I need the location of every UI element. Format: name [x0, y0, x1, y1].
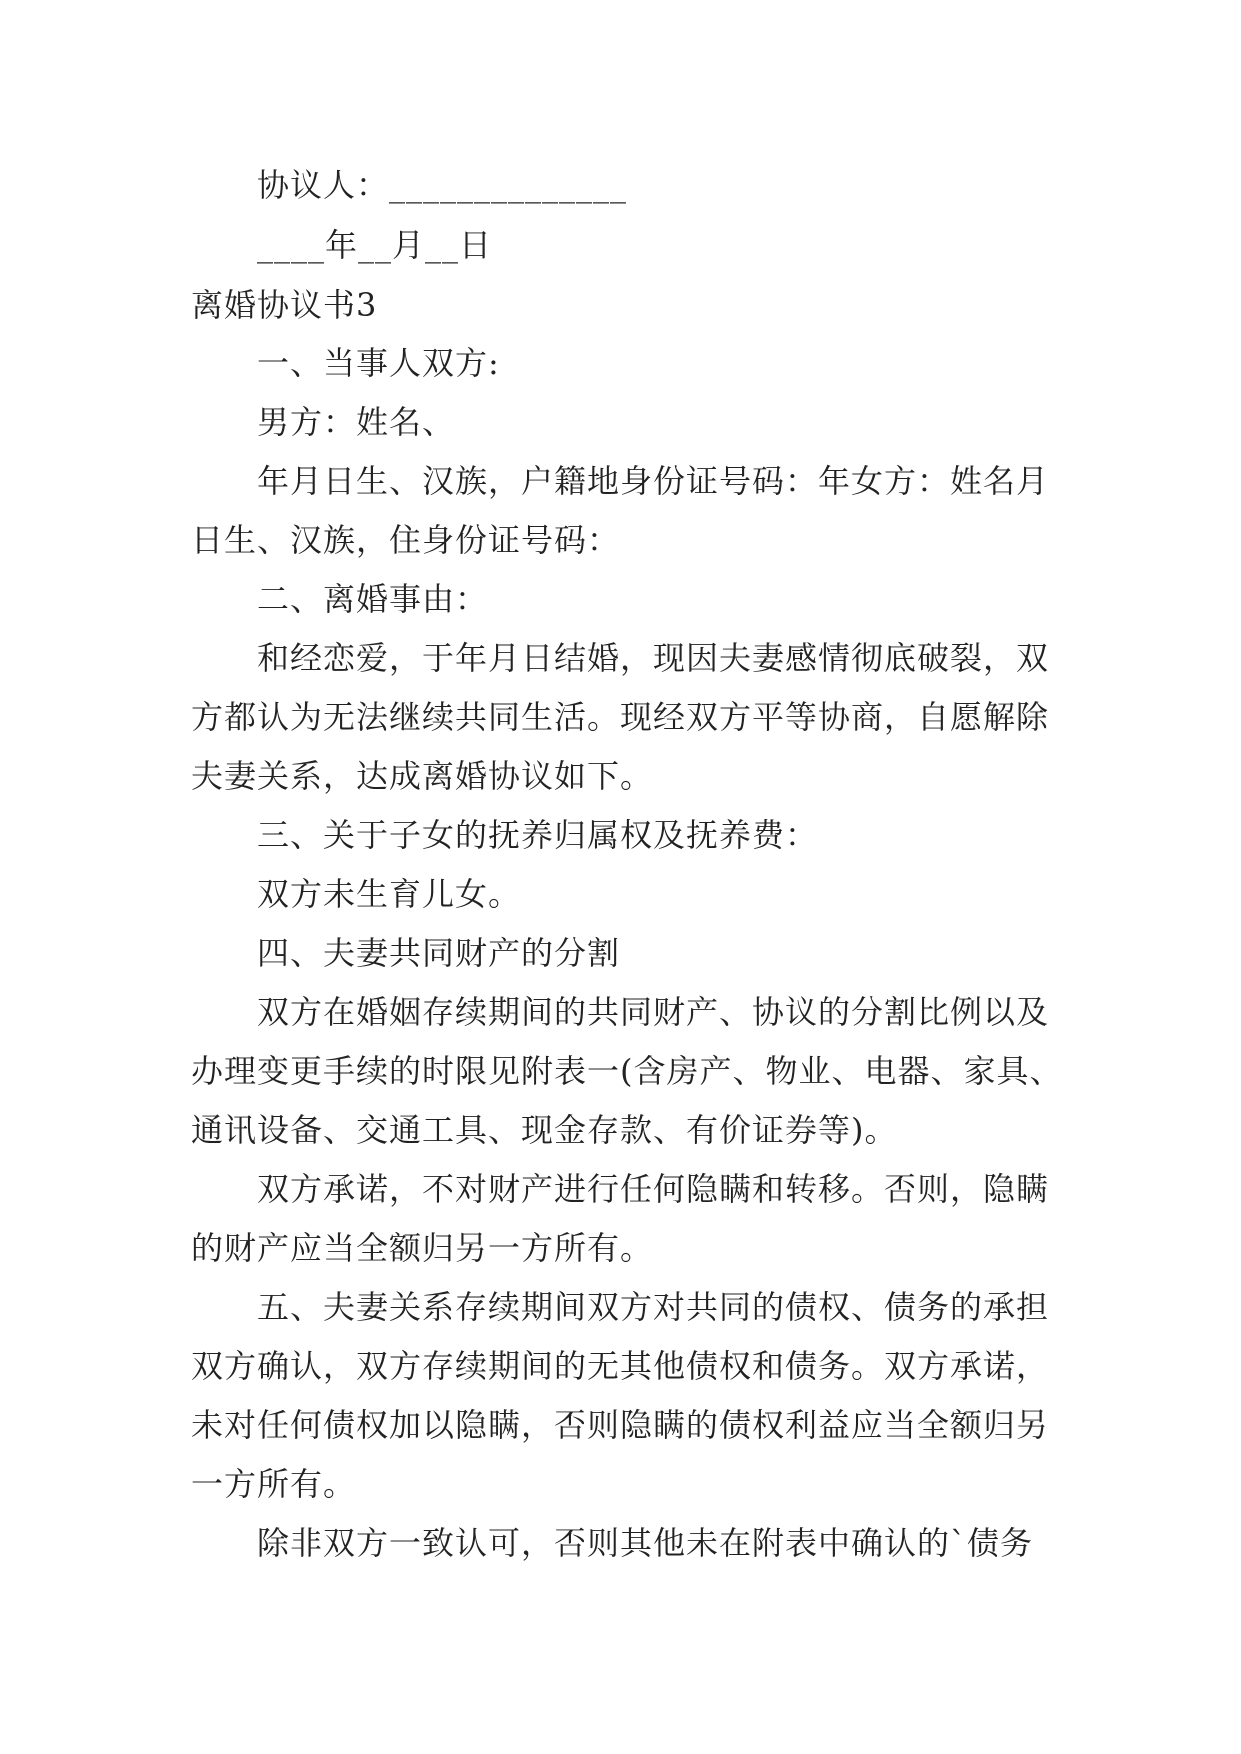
paragraph-line: 通讯设备、交通工具、现金存款、有价证券等)。 — [191, 1111, 898, 1149]
paragraph-line: 年月日生、汉族，户籍地身份证号码：年女方：姓名月 — [257, 462, 1050, 500]
paragraph-line: 双方未生育儿女。 — [257, 875, 522, 913]
paragraph-line: 双方在婚姻存续期间的共同财产、协议的分割比例以及 — [257, 993, 1050, 1031]
paragraph-line: 和经恋爱，于年月日结婚，现因夫妻感情彻底破裂，双 — [257, 639, 1050, 677]
paragraph-line: 二、离婚事由： — [257, 580, 489, 618]
paragraph-line: 双方承诺，不对财产进行任何隐瞒和转移。否则，隐瞒 — [257, 1170, 1050, 1208]
paragraph-line: 方都认为无法继续共同生活。现经双方平等协商，自愿解除 — [191, 698, 1050, 736]
paragraph-line: 一、当事人双方: — [257, 344, 500, 382]
paragraph-line: 四、夫妻共同财产的分割 — [257, 934, 621, 972]
paragraph-line: 未对任何债权加以隐瞒，否则隐瞒的债权利益应当全额归另 — [191, 1406, 1050, 1444]
paragraph-line: 的财产应当全额归另一方所有。 — [191, 1229, 654, 1267]
paragraph-line: 双方确认，双方存续期间的无其他债权和债务。双方承诺， — [191, 1347, 1050, 1385]
signature-date: ____年__月__日 — [257, 226, 493, 264]
paragraph-line: 三、关于子女的抚养归属权及抚养费： — [257, 816, 819, 854]
paragraph-line: 办理变更手续的时限见附表一(含房产、物业、电器、家具、 — [191, 1052, 1063, 1090]
paragraph-line: 五、夫妻关系存续期间双方对共同的债权、债务的承担 — [257, 1288, 1050, 1326]
paragraph-line: 除非双方一致认可，否则其他未在附表中确认的`债务 — [257, 1524, 1034, 1562]
paragraph-line: 一方所有。 — [191, 1465, 357, 1503]
signature-label: 协议人： — [257, 166, 390, 204]
paragraph-line: 男方：姓名、 — [257, 403, 456, 441]
paragraph-line: 日生、汉族，住身份证号码： — [191, 521, 621, 559]
paragraph-line: 夫妻关系，达成离婚协议如下。 — [191, 757, 654, 795]
signature-blank: ______________ — [389, 166, 628, 204]
signature-line — [257, 165, 627, 205]
section-title: 离婚协议书3 — [191, 286, 378, 324]
